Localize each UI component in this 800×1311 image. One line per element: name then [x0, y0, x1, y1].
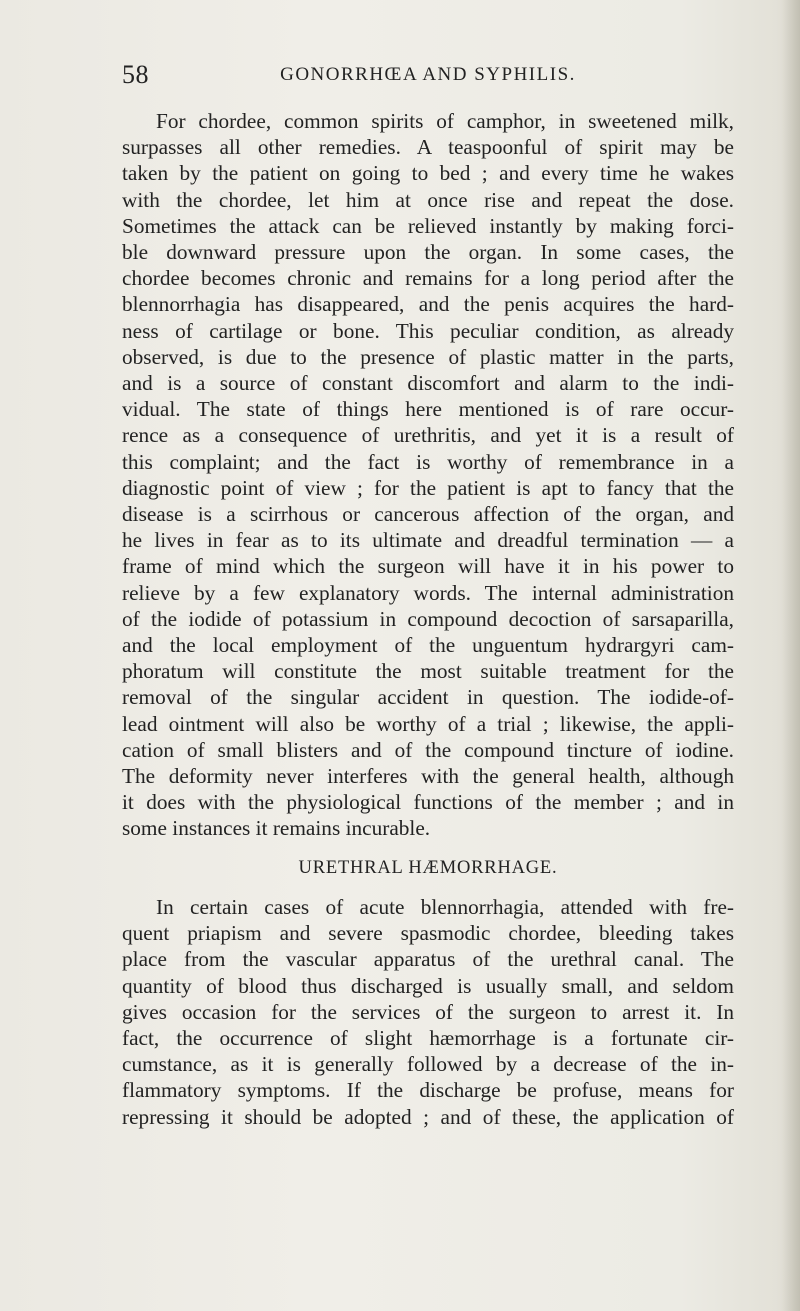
text-line: and is a source of constant discomfort and alarm to the indi- [122, 371, 734, 396]
text-line: some instances it remains incurable. [122, 816, 431, 841]
section-heading: URETHRAL HÆMORRHAGE. [298, 857, 558, 878]
text-line: diagnostic point of view ; for the patient is apt to fancy that the [122, 475, 734, 500]
text-line: In certain cases of acute blennorrhagia, attended with fre- [156, 894, 734, 919]
running-head: GONORRHŒA AND SYPHILIS. [280, 64, 576, 85]
text-line: The deformity never interferes with the general health, although [122, 764, 734, 789]
text-line: gives occasion for the services of the surgeon to arrest it. In [122, 999, 734, 1024]
text-line: place from the vascular apparatus of the urethral canal. The [122, 947, 734, 972]
text-line: this complaint; and the fact is worthy of remembrance in a [122, 449, 734, 474]
text-line: ness of cartilage or bone. This peculiar condition, as already [122, 318, 734, 343]
text-line: rence as a consequence of urethritis, and yet it is a result of [122, 423, 734, 448]
text-line: he lives in fear as to its ultimate and dreadful termination — a [122, 528, 734, 553]
paragraph-chordee [122, 108, 734, 842]
text-line: phoratum will constitute the most suitable treatment for the [122, 659, 734, 684]
text-line: it does with the physiological functions of the member ; and in [122, 790, 734, 815]
text-line: removal of the singular accident in question. The iodide-of- [122, 685, 734, 710]
text-line: relieve by a few explanatory words. The internal administration [122, 580, 734, 605]
text-line: flammatory symptoms. If the discharge be profuse, means for [122, 1078, 734, 1103]
text-line: vidual. The state of things here mentioned is of rare occur- [122, 397, 734, 422]
text-line: of the iodide of potassium in compound decoction of sarsaparilla, [122, 606, 734, 631]
text-line: lead ointment will also be worthy of a trial ; likewise, the appli- [122, 711, 734, 736]
text-line: ble downward pressure upon the organ. In some cases, the [122, 240, 734, 265]
body-text [122, 108, 734, 1130]
text-line: and the local employment of the unguentum hydrargyri cam- [122, 633, 734, 658]
text-line: frame of mind which the surgeon will have it in his power to [122, 554, 734, 579]
text-line: chordee becomes chronic and remains for a long period after the [122, 266, 734, 291]
text-line: fact, the occurrence of slight hæmorrhage is a fortunate cir- [122, 1025, 734, 1050]
paragraph-urethral-haemorrhage [122, 894, 734, 1130]
text-line: For chordee, common spirits of camphor, in sweetened milk, [156, 109, 734, 133]
text-line: cumstance, as it is generally followed by a decrease of the in- [122, 1052, 734, 1077]
text-line: quantity of blood thus discharged is usually small, and seldom [122, 973, 734, 998]
page-edge-shadow [782, 0, 800, 1311]
text-line: Sometimes the attack can be relieved instantly by making forci- [122, 213, 734, 238]
text-line: surpasses all other remedies. A teaspoonful of spirit may be [122, 135, 734, 160]
text-line: blennorrhagia has disappeared, and the penis acquires the hard- [122, 292, 734, 317]
text-line: observed, is due to the presence of plastic matter in the parts, [122, 344, 734, 369]
text-line: quent priapism and severe spasmodic chordee, bleeding takes [122, 921, 734, 946]
page-header [122, 60, 734, 92]
text-line: with the chordee, let him at once rise and repeat the dose. [122, 187, 734, 212]
text-line: repressing it should be adopted ; and of these, the application of [122, 1104, 734, 1129]
text-line: cation of small blisters and of the compound tincture of iodine. [122, 737, 734, 762]
text-line: taken by the patient on going to bed ; and every time he wakes [122, 161, 734, 186]
text-line: disease is a scirrhous or cancerous affection of the organ, and [122, 502, 734, 527]
page-number: 58 [122, 60, 149, 89]
